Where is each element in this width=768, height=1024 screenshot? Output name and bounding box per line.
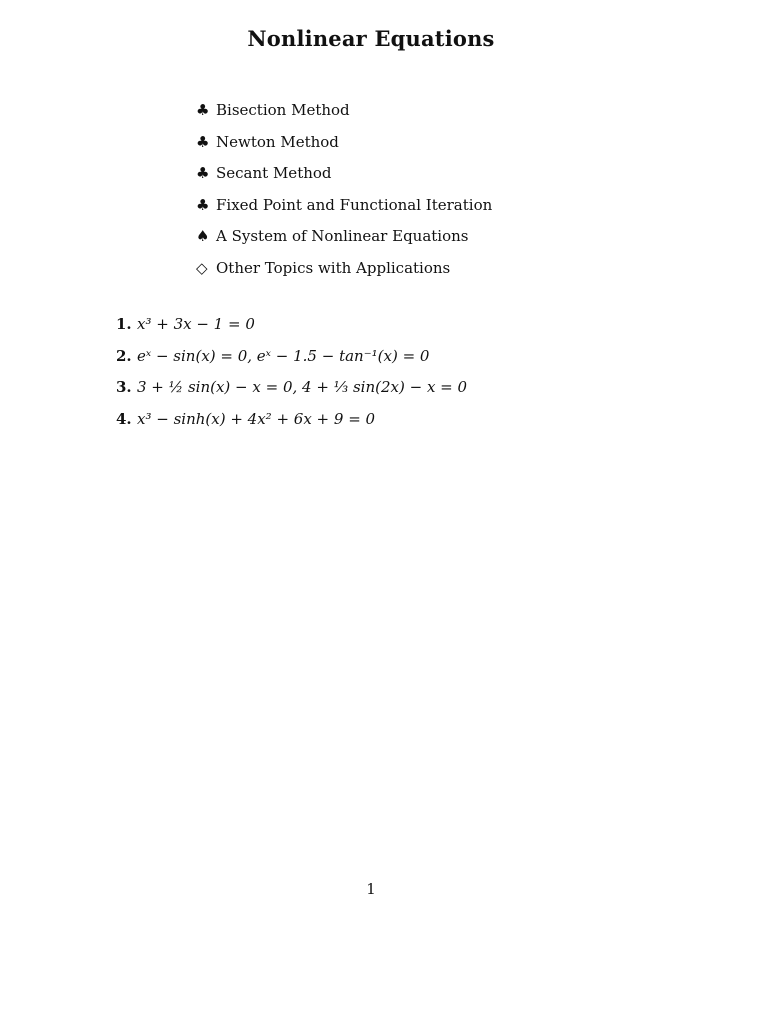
club-icon: ♣	[196, 195, 210, 214]
problem-item	[116, 410, 467, 442]
topic-item	[196, 227, 492, 259]
club-icon: ♣	[196, 101, 210, 119]
topic-list	[196, 101, 492, 291]
problem-item	[116, 315, 467, 347]
problem-equation: 3 + ½ sin(x) − x = 0, 4 + ⅓ sin(2x) − x = 0	[137, 378, 468, 397]
topic-label: Secant Method	[216, 164, 332, 183]
page-number: 1	[366, 880, 376, 898]
topic-item	[196, 259, 492, 291]
topic-label: Fixed Point and Functional Iteration	[216, 195, 493, 214]
problem-number: 2.	[116, 346, 132, 365]
topic-label: A System of Nonlinear Equations	[216, 227, 469, 246]
problem-number: 4.	[116, 409, 132, 428]
topic-item	[196, 133, 492, 165]
problem-equation: eˣ − sin(x) = 0, eˣ − 1.5 − tan⁻¹(x) = 0	[137, 346, 430, 365]
topic-label: Other Topics with Applications	[216, 258, 451, 277]
problem-item	[116, 347, 467, 379]
topic-label: Bisection Method	[216, 101, 350, 119]
problem-item	[116, 378, 467, 410]
page-title: Nonlinear Equations	[247, 26, 495, 51]
problem-number: 3.	[116, 378, 132, 397]
club-icon: ♣	[196, 164, 210, 183]
problem-equation: x³ + 3x − 1 = 0	[137, 315, 255, 333]
problem-list	[116, 315, 467, 441]
topic-item	[196, 196, 492, 228]
diamond-outline-icon: ◇	[196, 258, 208, 277]
topic-item	[196, 164, 492, 196]
club-icon: ♣	[196, 132, 210, 151]
problem-equation: x³ − sinh(x) + 4x² + 6x + 9 = 0	[137, 409, 376, 428]
topic-item	[196, 101, 492, 133]
problem-number: 1.	[116, 315, 132, 333]
topic-label: Newton Method	[216, 132, 339, 151]
spade-icon: ♠	[196, 227, 210, 246]
